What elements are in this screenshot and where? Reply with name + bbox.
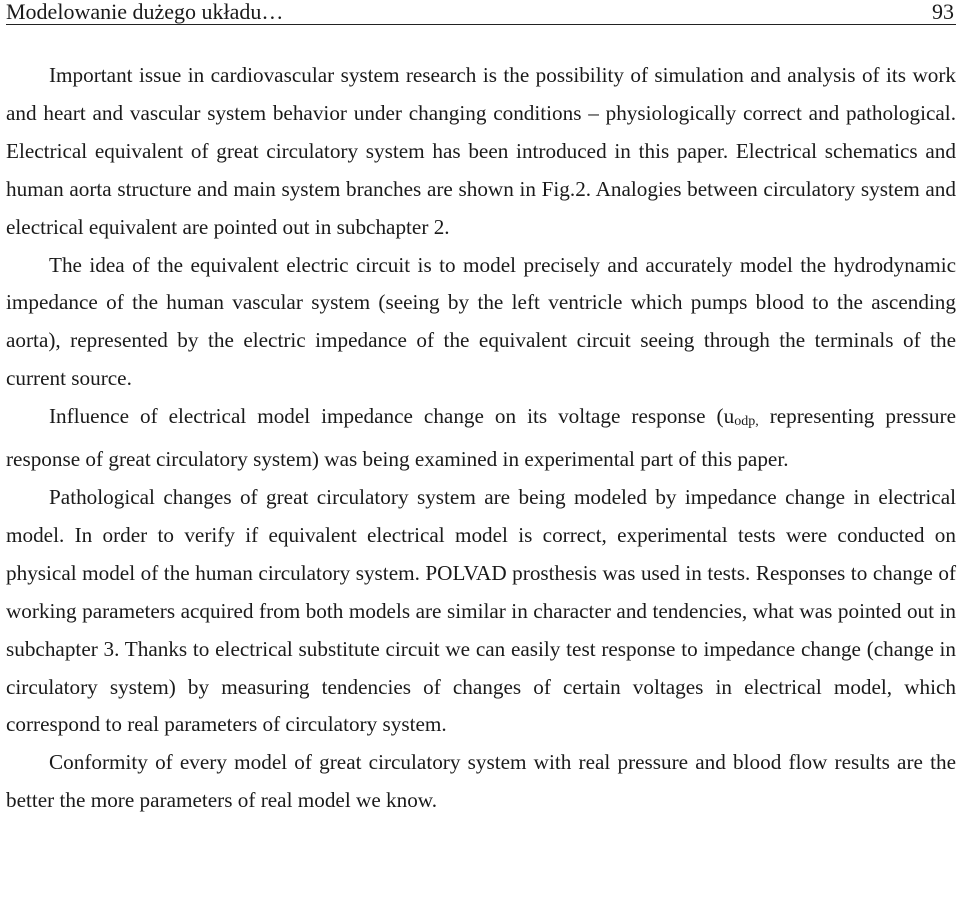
paragraph-3-text-after: representing pressure response of great circulatory system) was being examined in experimental part of this paper. <box>6 404 956 472</box>
paragraph-3 <box>6 398 956 479</box>
subscript-odp: odp, <box>734 414 759 430</box>
running-title: Modelowanie dużego układu… <box>6 0 284 24</box>
page-number: 93 <box>932 0 954 24</box>
running-header <box>6 0 956 25</box>
paragraph-1: Important issue in cardiovascular system research is the possibility of simulation and analysis of its work and heart and vascular system behavior under changing conditions – physiologically correct and pathological. Electrical equivalent of great circulatory system has been introduced in this paper. Electrical schematics and human aorta structure and main system branches are shown in Fig.2. Analogies between circulatory system and electrical equivalent are pointed out in subchapter 2. <box>6 63 956 239</box>
paragraph-4: Pathological changes of great circulatory system are being modeled by impedance change in electrical model. In order to verify if equivalent electrical model is correct, experimental tests were conducted on physical model of the human circulatory system. POLVAD prosthesis was used in tests. Responses to change of working parameters acquired from both models are similar in character and tendencies, what was pointed out in subchapter 3. Thanks to electrical substitute circuit we can easily test response to impedance change (change in circulatory system) by measuring tendencies of changes of certain voltages in electrical model, which correspond to real parameters of circulatory system. <box>6 484 956 737</box>
paragraph-5: Conformity of every model of great circulatory system with real pressure and blood flow results are the better the more parameters of real model we know. <box>6 750 956 813</box>
paragraph-3-text-before: Influence of electrical model impedance change on its voltage response (u <box>49 404 735 429</box>
body-text <box>6 57 956 820</box>
paragraph-2: The idea of the equivalent electric circuit is to model precisely and accurately model the hydrodynamic impedance of the human vascular system (seeing by the left ventricle which pumps blood to the ascending aorta), represented by the electric impedance of the equivalent circuit seeing through the terminals of the current source. <box>6 252 956 391</box>
